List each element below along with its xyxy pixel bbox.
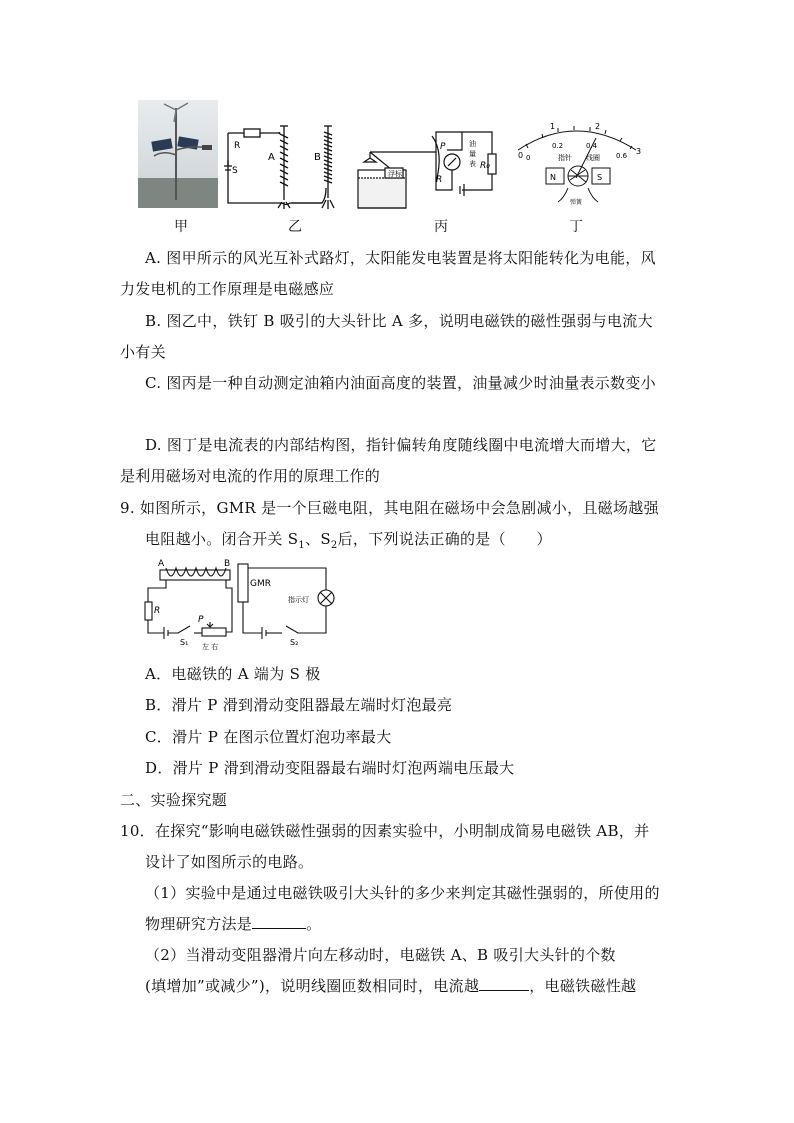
gmr-circuit-diagram — [138, 558, 338, 652]
q9-option-d: D．滑片 P 滑到滑动变阻器最右端时灯泡两端电压最大 — [145, 759, 515, 777]
q9-fig-label-s2: S₂ — [290, 638, 299, 647]
oil-level-gauge — [352, 122, 502, 212]
ding-pointer-label: 指针 — [558, 154, 572, 162]
ding-coil-label: 线圈 — [586, 154, 600, 162]
q10-part2-text-b: ，电磁铁磁性越 — [529, 977, 637, 995]
bing-label-p: P — [440, 142, 446, 152]
q10-part1-text: 物理研究方法是 — [145, 915, 253, 933]
figure-ding — [506, 118, 646, 213]
q10-stem-line1: 10．在探究“影响电磁铁磁性强弱的因素实验中，小明制成简易电磁铁 AB，并 — [120, 822, 650, 840]
q10-answer-blank-1[interactable] — [252, 914, 306, 929]
q10-stem-line2: 设计了如图所示的电路。 — [145, 853, 314, 871]
q9-sub-2: 2 — [330, 540, 338, 551]
q8-option-b-line1: B. 图乙中，铁钉 B 吸引的大头针比 A 多，说明电磁铁的磁性强弱与电流大 — [145, 312, 653, 330]
yi-label-s: S — [232, 166, 238, 176]
ding-scale-bottom-0: 0 — [526, 154, 531, 162]
q8-option-d-line2: 是利用磁场对电流的作用的原理工作的 — [120, 467, 381, 485]
ding-magnet-n: N — [550, 173, 556, 182]
figure-bing — [352, 122, 502, 212]
q9-figure — [138, 558, 338, 652]
q10-part2-line2 — [145, 975, 636, 997]
bing-meter-char-2: 量 — [469, 150, 476, 158]
q9-stem-line1: 9. 如图所示，GMR 是一个巨磁电阻，其电阻在磁场中会急剧减小，且磁场越强 — [120, 499, 659, 517]
ammeter-internal-structure — [506, 118, 646, 213]
q9-fig-label-s1: S₁ — [180, 638, 189, 647]
bing-meter-char-3: 表 — [469, 160, 476, 168]
q9-fig-label-a: A — [158, 559, 165, 569]
q9-option-c: C．滑片 P 在图示位置灯泡功率最大 — [145, 728, 392, 746]
q10-answer-blank-2[interactable] — [479, 976, 529, 991]
q8-option-a-line2: 力发电机的工作原理是电磁感应 — [120, 280, 335, 298]
ding-magnet-s: S — [597, 173, 603, 182]
q9-sub-1: 1 — [298, 540, 306, 551]
q9-fig-lamp-label: 指示灯 — [288, 596, 309, 604]
q9-fig-left-right: 左 右 — [202, 643, 219, 651]
q8-option-b-line2: 小有关 — [120, 343, 166, 361]
q9-stem-part-b: 、S — [305, 530, 331, 548]
bing-meter-char-1: 油 — [469, 140, 476, 148]
q10-part1-line2 — [145, 913, 321, 935]
ding-scale-bottom-2: 0.4 — [586, 142, 598, 150]
q9-stem-part-a: 电阻越小。闭合开关 S — [145, 530, 299, 548]
caption-yi: 乙 — [288, 219, 302, 235]
yi-label-r: R — [234, 141, 241, 151]
figure-yi — [222, 118, 352, 213]
q9-fig-label-b: B — [224, 559, 231, 569]
section-2-heading: 二、实验探究题 — [120, 791, 228, 809]
bing-label-r: R — [436, 175, 443, 185]
caption-bing: 丙 — [434, 219, 448, 235]
yi-label-a: A — [268, 152, 275, 163]
ding-spring-label: 弹簧 — [570, 199, 583, 206]
q9-fig-label-gmr: GMR — [250, 579, 271, 589]
q9-option-a: A．电磁铁的 A 端为 S 极 — [145, 665, 321, 683]
q8-option-a-line1: A. 图甲所示的风光互补式路灯，太阳能发电装置是将太阳能转化为电能，风 — [145, 249, 656, 267]
q10-part1-end: 。 — [306, 915, 322, 933]
caption-jia: 甲 — [174, 219, 188, 235]
ding-scale-top-1: 1 — [550, 122, 556, 131]
ding-scale-top-2: 2 — [595, 122, 601, 131]
q9-fig-label-r: R — [154, 606, 161, 616]
electromagnet-nails-circuit — [222, 118, 352, 213]
ding-scale-bottom-3: 0.6 — [616, 152, 628, 160]
bing-float-label: 浮标 — [388, 170, 402, 178]
yi-label-b: B — [314, 152, 321, 163]
q9-stem-line2 — [145, 528, 552, 557]
bing-label-r0: R₀ — [480, 161, 490, 171]
figure-jia-photo — [138, 100, 218, 208]
q8-option-d-line1: D. 图丁是电流表的内部结构图，指针偏转角度随线圈中电流增大而增大，它 — [145, 436, 657, 454]
q9-option-b: B．滑片 P 滑到滑动变阻器最左端时灯泡最亮 — [145, 696, 453, 714]
q10-part2-line1: （2）当滑动变阻器滑片向左移动时，电磁铁 A、B 吸引大头针的个数 — [145, 946, 616, 964]
q8-option-c-line1: C. 图丙是一种自动测定油箱内油面高度的装置，油量减少时油量表示数变小 — [145, 374, 656, 392]
ding-scale-top-0: 0 — [518, 151, 524, 160]
q10-part1-line1: （1）实验中是通过电磁铁吸引大头针的多少来判定其磁性强弱的，所使用的 — [145, 884, 660, 902]
ding-scale-bottom-1: 0.2 — [552, 142, 564, 150]
q9-stem-part-c: 后，下列说法正确的是（ ） — [337, 530, 552, 548]
q10-part2-text-a: (填增加”或减少”)，说明线圈匝数相同时，电流越 — [145, 977, 480, 995]
ding-scale-top-3: 3 — [636, 147, 642, 156]
q9-fig-label-p: P — [198, 615, 204, 625]
street-light-illustration — [138, 100, 218, 208]
caption-ding: 丁 — [569, 219, 583, 235]
